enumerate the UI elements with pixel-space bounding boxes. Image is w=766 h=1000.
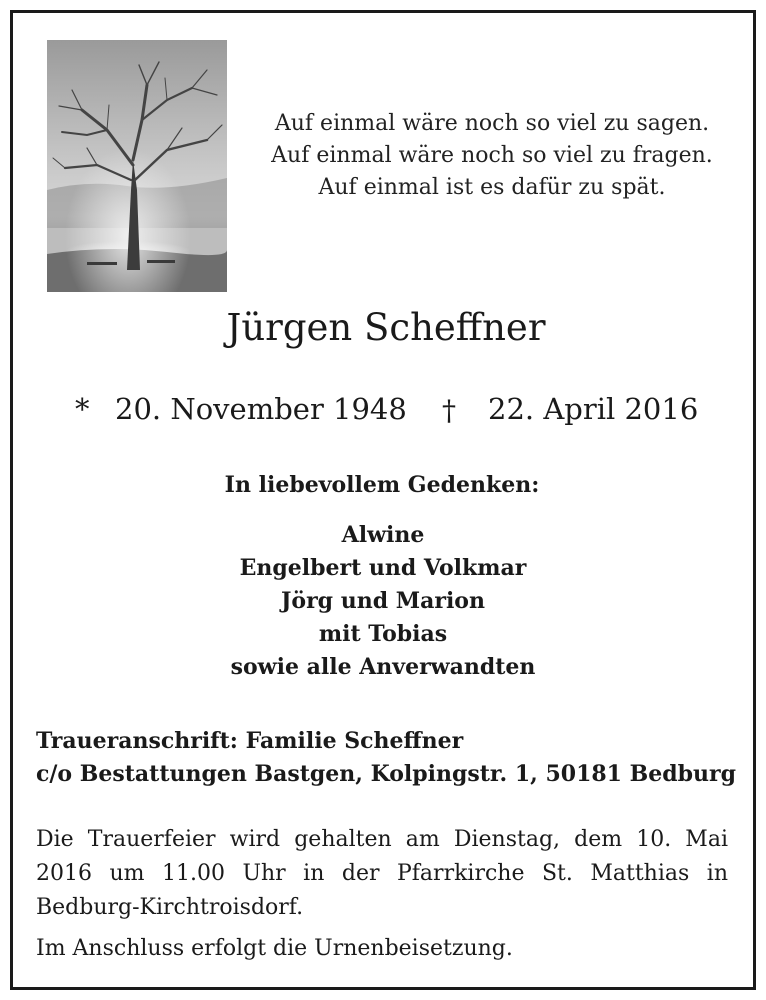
poem-line: Auf einmal wäre noch so viel zu fragen.	[271, 143, 713, 168]
funeral-info: Die Trauerfeier wird gehalten am Dienstag, dem 10. Mai 2016 um 11.00 Uhr in der Pfarrkirche St. Matthias in Bedburg-Kirchtroisdorf.	[36, 827, 728, 920]
poem	[262, 108, 722, 204]
mourner: Alwine	[341, 522, 425, 548]
poem-line: Auf einmal ist es dafür zu spät.	[318, 175, 666, 200]
mourners-list	[0, 519, 766, 684]
death-cross-icon: †	[442, 394, 456, 427]
mourner: Engelbert und Volkmar	[239, 555, 527, 581]
mourning-address	[36, 725, 736, 791]
address-line: Traueranschrift: Familie Scheffner	[36, 728, 464, 754]
death-date: 22. April 2016	[488, 392, 699, 426]
poem-line: Auf einmal wäre noch so viel zu sagen.	[274, 111, 710, 136]
deceased-name-container	[0, 306, 766, 349]
address-line: c/o Bestattungen Bastgen, Kolpingstr. 1, 50181 Bedburg	[36, 761, 736, 787]
remembrance-heading-container	[0, 472, 766, 498]
tree-by-lake-photo	[47, 40, 227, 292]
burial-info: Im Anschluss erfolgt die Urnenbeisetzung.	[36, 936, 513, 961]
mourner: sowie alle Anverwandten	[230, 654, 536, 680]
birth-date: 20. November 1948	[115, 392, 407, 426]
remembrance-heading: In liebevollem Gedenken:	[224, 472, 540, 498]
birth-star-icon: *	[75, 392, 90, 426]
mourner: Jörg und Marion	[281, 588, 485, 614]
deceased-name: Jürgen Scheffner	[226, 306, 546, 349]
mourner: mit Tobias	[318, 621, 448, 647]
